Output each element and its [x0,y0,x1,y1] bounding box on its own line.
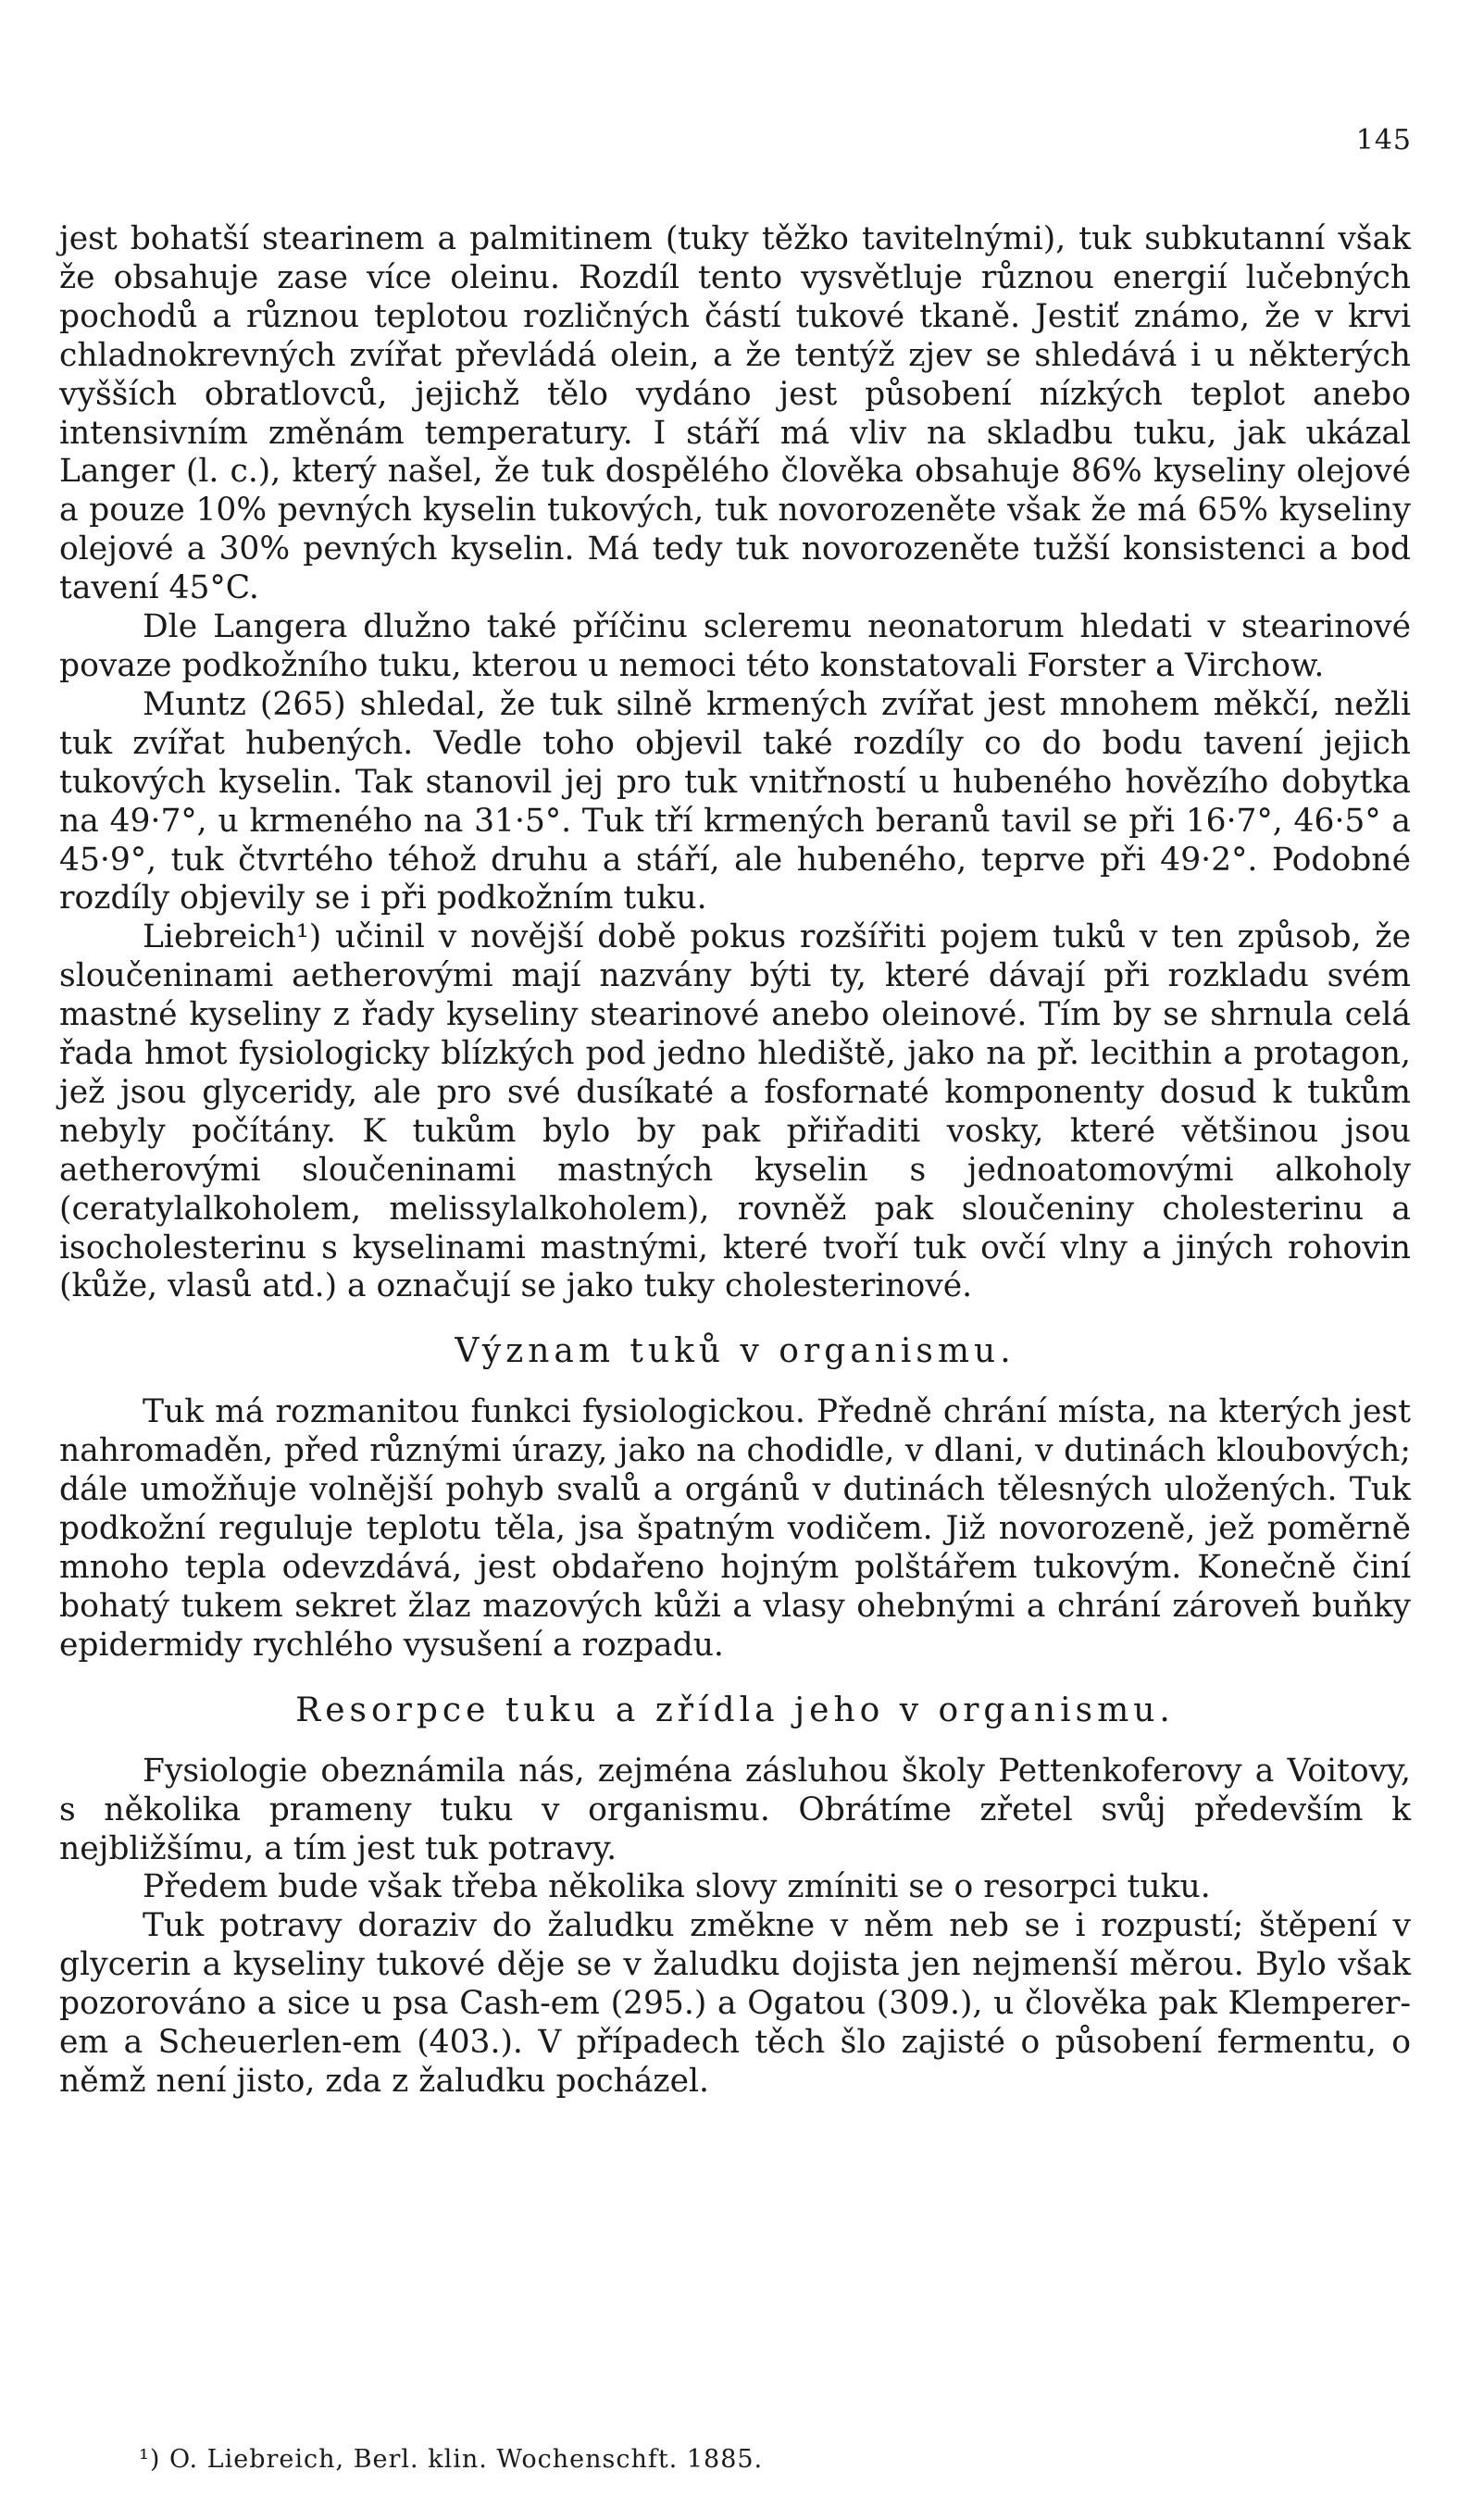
paragraph: Dle Langera dlužno také příčinu scleremu neonatorum hledati v stearinové povaze podkožního tuku, kterou u nemoci této konstatovali Forster a Virchow. [59,608,1411,684]
footnote-text: O. Liebreich, Berl. klin. Wochenschft. 1885. [168,2445,764,2474]
paragraph: Předem bude však třeba několika slovy zmíniti se o resorpci tuku. [143,1868,1211,1906]
paragraph: Tuk má rozmanitou funkci fysiologickou. Předně chrání místa, na kterých jest nahromaděn, před různými úrazy, jako na chodidle, v dlani, v dutinách kloubových; dále umožňuje volnější pohyb svalů a orgánů v dutinách tělesných uložených. Tuk podkožní reguluje teplotu těla, jsa špatným vodičem. Již novorozeně, jež poměrně mnoho tepla odevzdává, jest obdařeno hojným polštářem tukovým. Konečně činí bohatý tukem sekret žlaz mazových kůži a vlasy ohebnými a chrání zároveň buňky epidermidy rychlého vysušení a rozpadu. [59,1393,1411,1664]
body-text [59,220,1411,2102]
footnote [139,2444,1342,2476]
paragraph: Tuk potravy doraziv do žaludku změkne v něm neb se i rozpustí; štěpení v glycerin a kyseliny tukové děje se v žaludku dojista jen nejmenší měrou. Bylo však pozorováno a sice u psa Cash-em (295.) a Ogatou (309.), u člověka pak Klemperer-em a Scheuerlen-em (403.). V případech těch šlo zajisté o působení fermentu, o němž není jisto, zda z žaludku pocházel. [59,1907,1411,2100]
paragraph: jest bohatší stearinem a palmitinem (tuky těžko tavitelnými), tuk subkutanní však že obsahuje zase více oleinu. Rozdíl tento vysvětluje různou energií lučebných pochodů a různou teplotou rozličných částí tukové tkaně. Jestiť známo, že v krvi chladnokrevných zvířat převládá olein, a že tentýž zjev se shledává i u některých vyšších obratlovců, jejichž tělo vydáno jest působení nízkých teplot anebo intensivním změnám temperatury. I stáří má vliv na skladbu tuku, jak ukázal Langer (l. c.), který našel, že tuk dospělého člověka obsahuje 86% kyseliny olejové a pouze 10% pevných kyselin tukových, tuk novorozeněte však že má 65% kyseliny olejové a 30% pevných kyselin. Má tedy tuk novorozeněte tužší konsistenci a bod tavení 45°C. [59,220,1411,607]
paragraph: Fysiologie obeznámila nás, zejména zásluhou školy Pettenkoferovy a Voitovy, s několika prameny tuku v organismu. Obrátíme zřetel svůj především k nejbližšímu, a tím jest tuk potravy. [59,1752,1411,1867]
paragraph: Muntz (265) shledal, že tuk silně krmených zvířat jest mnohem měkčí, nežli tuk zvířat hubených. Vedle toho objevil také rozdíly co do bodu tavení jejich tukových kyselin. Tak stanovil jej pro tuk vnitřností u hubeného hovězího dobytka na 49·7°, u krmeného na 31·5°. Tuk tří krmených beranů tavil se při 16·7°, 46·5° a 45·9°, tuk čtvrtého téhož druhu a stáří, ale hubeného, teprve při 49·2°. Podobné rozdíly objevily se i při podkožním tuku. [59,685,1411,917]
page-number: 145 [1355,124,1412,156]
section-heading: Resorpce tuku a zřídla jeho v organismu. [295,1690,1175,1729]
footnote-mark: ¹) [139,2445,161,2474]
section-heading: Význam tuků v organismu. [455,1332,1016,1371]
paragraph: Liebreich¹) učinil v novější době pokus rozšířiti pojem tuků v ten způsob, že sloučeninami aetherovými mají nazvány býti ty, které dávají při rozkladu svém mastné kyseliny z řady kyseliny stearinové anebo oleinové. Tím by se shrnula celá řada hmot fysiologicky blízkých pod jedno hlediště, jako na př. lecithin a protagon, jež jsou glyceridy, ale pro své dusíkaté a fosfornaté komponenty dosud k tukům nebyly počítány. K tukům bylo by pak přiřaditi vosky, které většinou jsou aetherovými sloučeninami mastných kyselin s jednoatomovými alkoholy (ceratylalkoholem, melissylalkoholem), rovněž pak sloučeniny cholesterinu a isocholesterinu s kyselinami mastnými, které tvoří tuk ovčí vlny a jiných rohovin (kůže, vlasů atd.) a označují se jako tuky cholesterinové. [59,918,1411,1305]
